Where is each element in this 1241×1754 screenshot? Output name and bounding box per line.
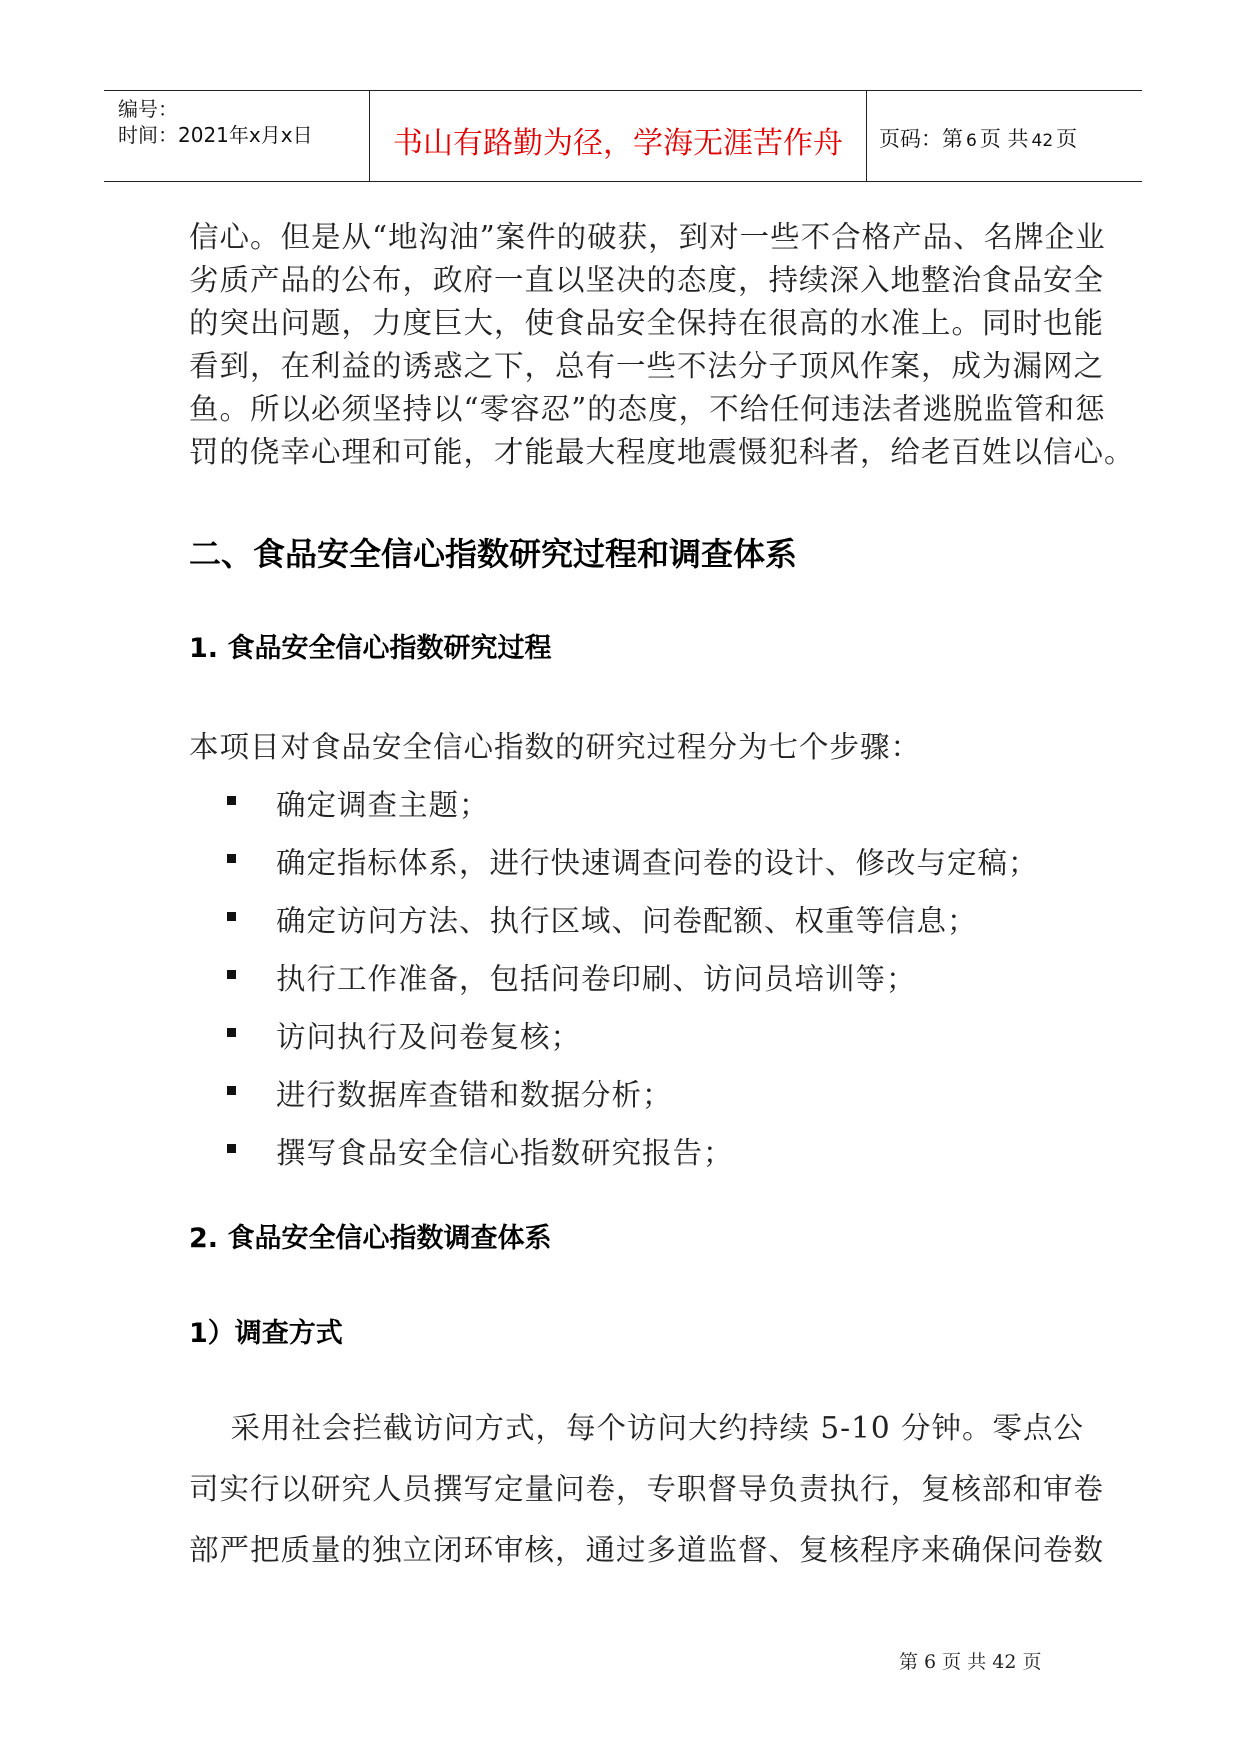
paragraph-line: 部严把质量的独立闭环审核，通过多道监督、复核程序来确保问卷数 (189, 1533, 1105, 1567)
step-text: 确定访问方法、执行区域、问卷配额、权重等信息； (276, 904, 978, 938)
square-bullet-icon (227, 1144, 236, 1153)
number-label: 编号： (118, 97, 178, 121)
page-code-suffix: 页 (1056, 127, 1078, 151)
header-motto-cell (370, 91, 867, 181)
paragraph-line: 鱼。所以必须坚持以“零容忍”的态度，不给任何违法者逃脱监管和惩 (189, 392, 1106, 426)
header-page-code (879, 123, 1077, 153)
page-code-total: 42 (1031, 131, 1054, 151)
square-bullet-icon (227, 970, 236, 979)
step-text: 进行数据库查错和数据分析； (276, 1078, 673, 1112)
section-heading: 二、食品安全信心指数研究过程和调查体系 (189, 535, 798, 573)
paragraph-line: 采用社会拦截访问方式，每个访问大约持续 5-10 分钟。零点公 (189, 1411, 1085, 1445)
square-bullet-icon (227, 1086, 236, 1095)
subsection-heading-2-1: 1）调查方式 (189, 1318, 343, 1349)
square-bullet-icon (227, 854, 236, 863)
header-motto: 书山有路勤为径，学海无涯苦作舟 (393, 126, 843, 161)
paragraph-line: 的突出问题，力度巨大，使食品安全保持在很高的水准上。同时也能 (189, 306, 1105, 340)
page-footer: 第 6 页 共 42 页 (899, 1651, 1042, 1673)
subsection-heading-1: 1. 食品安全信心指数研究过程 (189, 633, 552, 664)
square-bullet-icon (227, 1028, 236, 1037)
page-code-prefix: 页码：第 (879, 127, 963, 151)
square-bullet-icon (227, 912, 236, 921)
step-text: 执行工作准备，包括问卷印刷、访问员培训等； (276, 962, 917, 996)
paragraph-line: 司实行以研究人员撰写定量问卷，专职督导负责执行，复核部和审卷 (189, 1472, 1105, 1506)
time-label: 时间：2021年x月x日 (118, 123, 313, 147)
page-code-mid: 页 共 (979, 127, 1029, 151)
step-text: 访问执行及问卷复核； (276, 1020, 582, 1054)
header-meta-cell (104, 91, 370, 181)
steps-intro: 本项目对食品安全信心指数的研究过程分为七个步骤： (189, 730, 922, 764)
square-bullet-icon (227, 796, 236, 805)
paragraph-line: 罚的侥幸心理和可能，才能最大程度地震慑犯科者，给老百姓以信心。 (189, 435, 1135, 469)
step-text: 撰写食品安全信心指数研究报告； (276, 1136, 734, 1170)
page-code-num: 6 (966, 131, 977, 151)
header-pagecode-cell (867, 91, 1142, 181)
page-header (104, 90, 1142, 182)
step-text: 确定指标体系，进行快速调查问卷的设计、修改与定稿； (276, 846, 1039, 880)
step-text: 确定调查主题； (276, 788, 490, 822)
paragraph-line: 劣质产品的公布，政府一直以坚决的态度，持续深入地整治食品安全 (189, 263, 1105, 297)
paragraph-line: 看到，在利益的诱惑之下，总有一些不法分子顶风作案，成为漏网之 (189, 349, 1105, 383)
subsection-heading-2: 2. 食品安全信心指数调查体系 (189, 1223, 552, 1254)
paragraph-line: 信心。但是从“地沟油”案件的破获，到对一些不合格产品、名牌企业 (189, 220, 1106, 254)
